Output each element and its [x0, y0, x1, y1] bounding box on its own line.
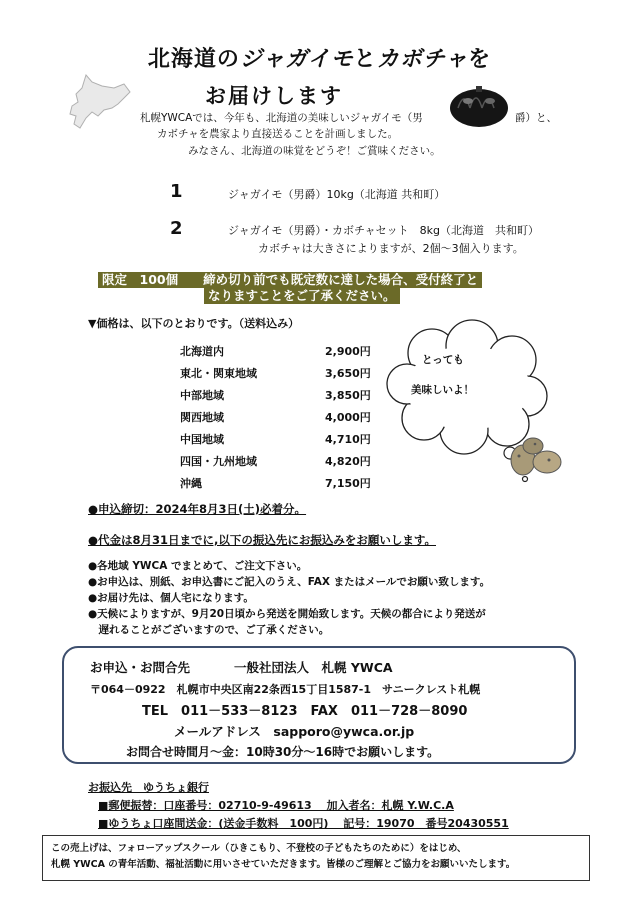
- limit-notice-line-2: なりますことをご了承ください。: [204, 288, 400, 304]
- item-2-note: カボチャは大きさによりますが、2個～3個入ります。: [258, 242, 524, 255]
- intro-line-3: みなさん、北海道の味覚をどうぞ！ご賞味ください。: [188, 145, 441, 157]
- item-2-number: 2: [170, 218, 183, 239]
- bank-heading: お振込先 ゆうちょ銀行: [88, 781, 209, 794]
- page-title: [0, 42, 639, 73]
- intro-line-2: カボチャを農家より直接送ることを計画しました。: [157, 128, 399, 140]
- price-heading: ▼価格は、以下のとおりです。（送料込み）: [88, 317, 300, 330]
- contact-address: 〒064－0922 札幌市中央区南22条西15丁目1587-1 サニークレスト札幌: [90, 683, 481, 696]
- price-row: [180, 365, 380, 387]
- note-item: ●天候によりますが、9月20日頃から発送を開始致します。天候の都合により発送が: [88, 608, 486, 620]
- footer-line-1: この売上げは、フォローアップスクール（ひきこもり、不登校の子どもたちのために）をはじめ、: [51, 843, 467, 854]
- title-part-5: を: [468, 47, 492, 72]
- contact-label: お申込・お問合先: [90, 660, 191, 675]
- item-1-text: ジャガイモ（男爵）10kg（北海道 共和町）: [228, 188, 446, 201]
- price-region: 四国・九州地域: [180, 455, 257, 468]
- price-value: 4,820円: [325, 455, 371, 468]
- item-2-text: ジャガイモ（男爵）・カボチャセット 8kg（北海道 共和町）: [228, 224, 539, 237]
- price-region: 中国地域: [180, 433, 224, 446]
- contact-hours: お問合せ時間月～金：10時30分～16時でお願いします。: [126, 745, 440, 759]
- price-table: [180, 343, 380, 497]
- limit-notice-line-1: 限定 100個 締め切り前でも既定数に達した場合、受付終了と: [98, 272, 482, 288]
- price-row: [180, 453, 380, 475]
- price-region: 関西地域: [180, 411, 224, 424]
- price-value: 7,150円: [325, 477, 371, 490]
- title-part-3: と: [353, 47, 377, 72]
- price-value: 2,900円: [325, 345, 371, 358]
- bank-line-1: ■郵便振替：口座番号：02710-9-49613 加入者名：札幌 Y.W.C.A: [98, 799, 454, 812]
- footer-box: [42, 835, 590, 881]
- title-potato: ジャガイモ: [239, 47, 354, 72]
- bubble-line-2: 美味しいよ！: [411, 384, 474, 396]
- title-pumpkin: カボチャ: [376, 47, 469, 72]
- contact-org: 一般社団法人 札幌 YWCA: [234, 660, 393, 675]
- price-row: [180, 387, 380, 409]
- page-subtitle: お届けします: [205, 84, 343, 108]
- notes-list: [88, 558, 490, 638]
- price-row: [180, 409, 380, 431]
- intro-line-1-end: 爵）と、: [515, 112, 557, 124]
- note-item: ●各地域 YWCA でまとめて、ご注文下さい。: [88, 560, 308, 572]
- pumpkin-image: [448, 84, 510, 128]
- price-row: [180, 431, 380, 453]
- contact-tel-fax: TEL 011－533－8123 FAX 011－728－8090: [142, 704, 468, 719]
- price-value: 4,000円: [325, 411, 371, 424]
- contact-box: [62, 646, 576, 764]
- price-value: 3,650円: [325, 367, 371, 380]
- price-region: 沖縄: [180, 477, 202, 490]
- footer-line-2: 札幌 YWCA の青年活動、福祉活動に用いさせていただきます。皆様のご理解とご協力をお願いいたします。: [51, 859, 516, 870]
- note-item: ●お届け先は、個人宅になります。: [88, 592, 254, 604]
- bank-line-2: ■ゆうちょ口座間送金：(送金手数料 100円) 記号：19070 番号20430551: [98, 817, 509, 830]
- price-region: 中部地域: [180, 389, 224, 402]
- price-region: 北海道内: [180, 345, 224, 358]
- contact-email: メールアドレス sapporo@ywca.or.jp: [174, 724, 415, 739]
- price-value: 3,850円: [325, 389, 371, 402]
- price-row: [180, 475, 380, 497]
- note-item: 遅れることがございますので、ご了承ください。: [88, 624, 330, 636]
- hokkaido-map-image: [62, 72, 134, 134]
- bubble-line-1: とっても: [422, 354, 464, 366]
- title-part-1: 北海道の: [147, 47, 240, 72]
- price-value: 4,710円: [325, 433, 371, 446]
- potatoes-image: [505, 432, 567, 482]
- price-row: [180, 343, 380, 365]
- item-1-number: 1: [170, 181, 183, 202]
- payment-text: ●代金は8月31日までに,以下の振込先にお振込みをお願いします。: [88, 533, 436, 547]
- intro-line-1: [140, 111, 423, 126]
- price-region: 東北・関東地域: [180, 367, 257, 380]
- deadline-text: ●申込締切：2024年8月3日(土)必着分。: [88, 502, 307, 516]
- intro-line-1-a: 札幌YWCAでは、今年も、北海道の美味しいジャガイモ（男: [140, 112, 423, 124]
- note-item: ●お申込は、別紙、お申込書にご記入のうえ、FAX またはメールでお願い致します。: [88, 576, 491, 588]
